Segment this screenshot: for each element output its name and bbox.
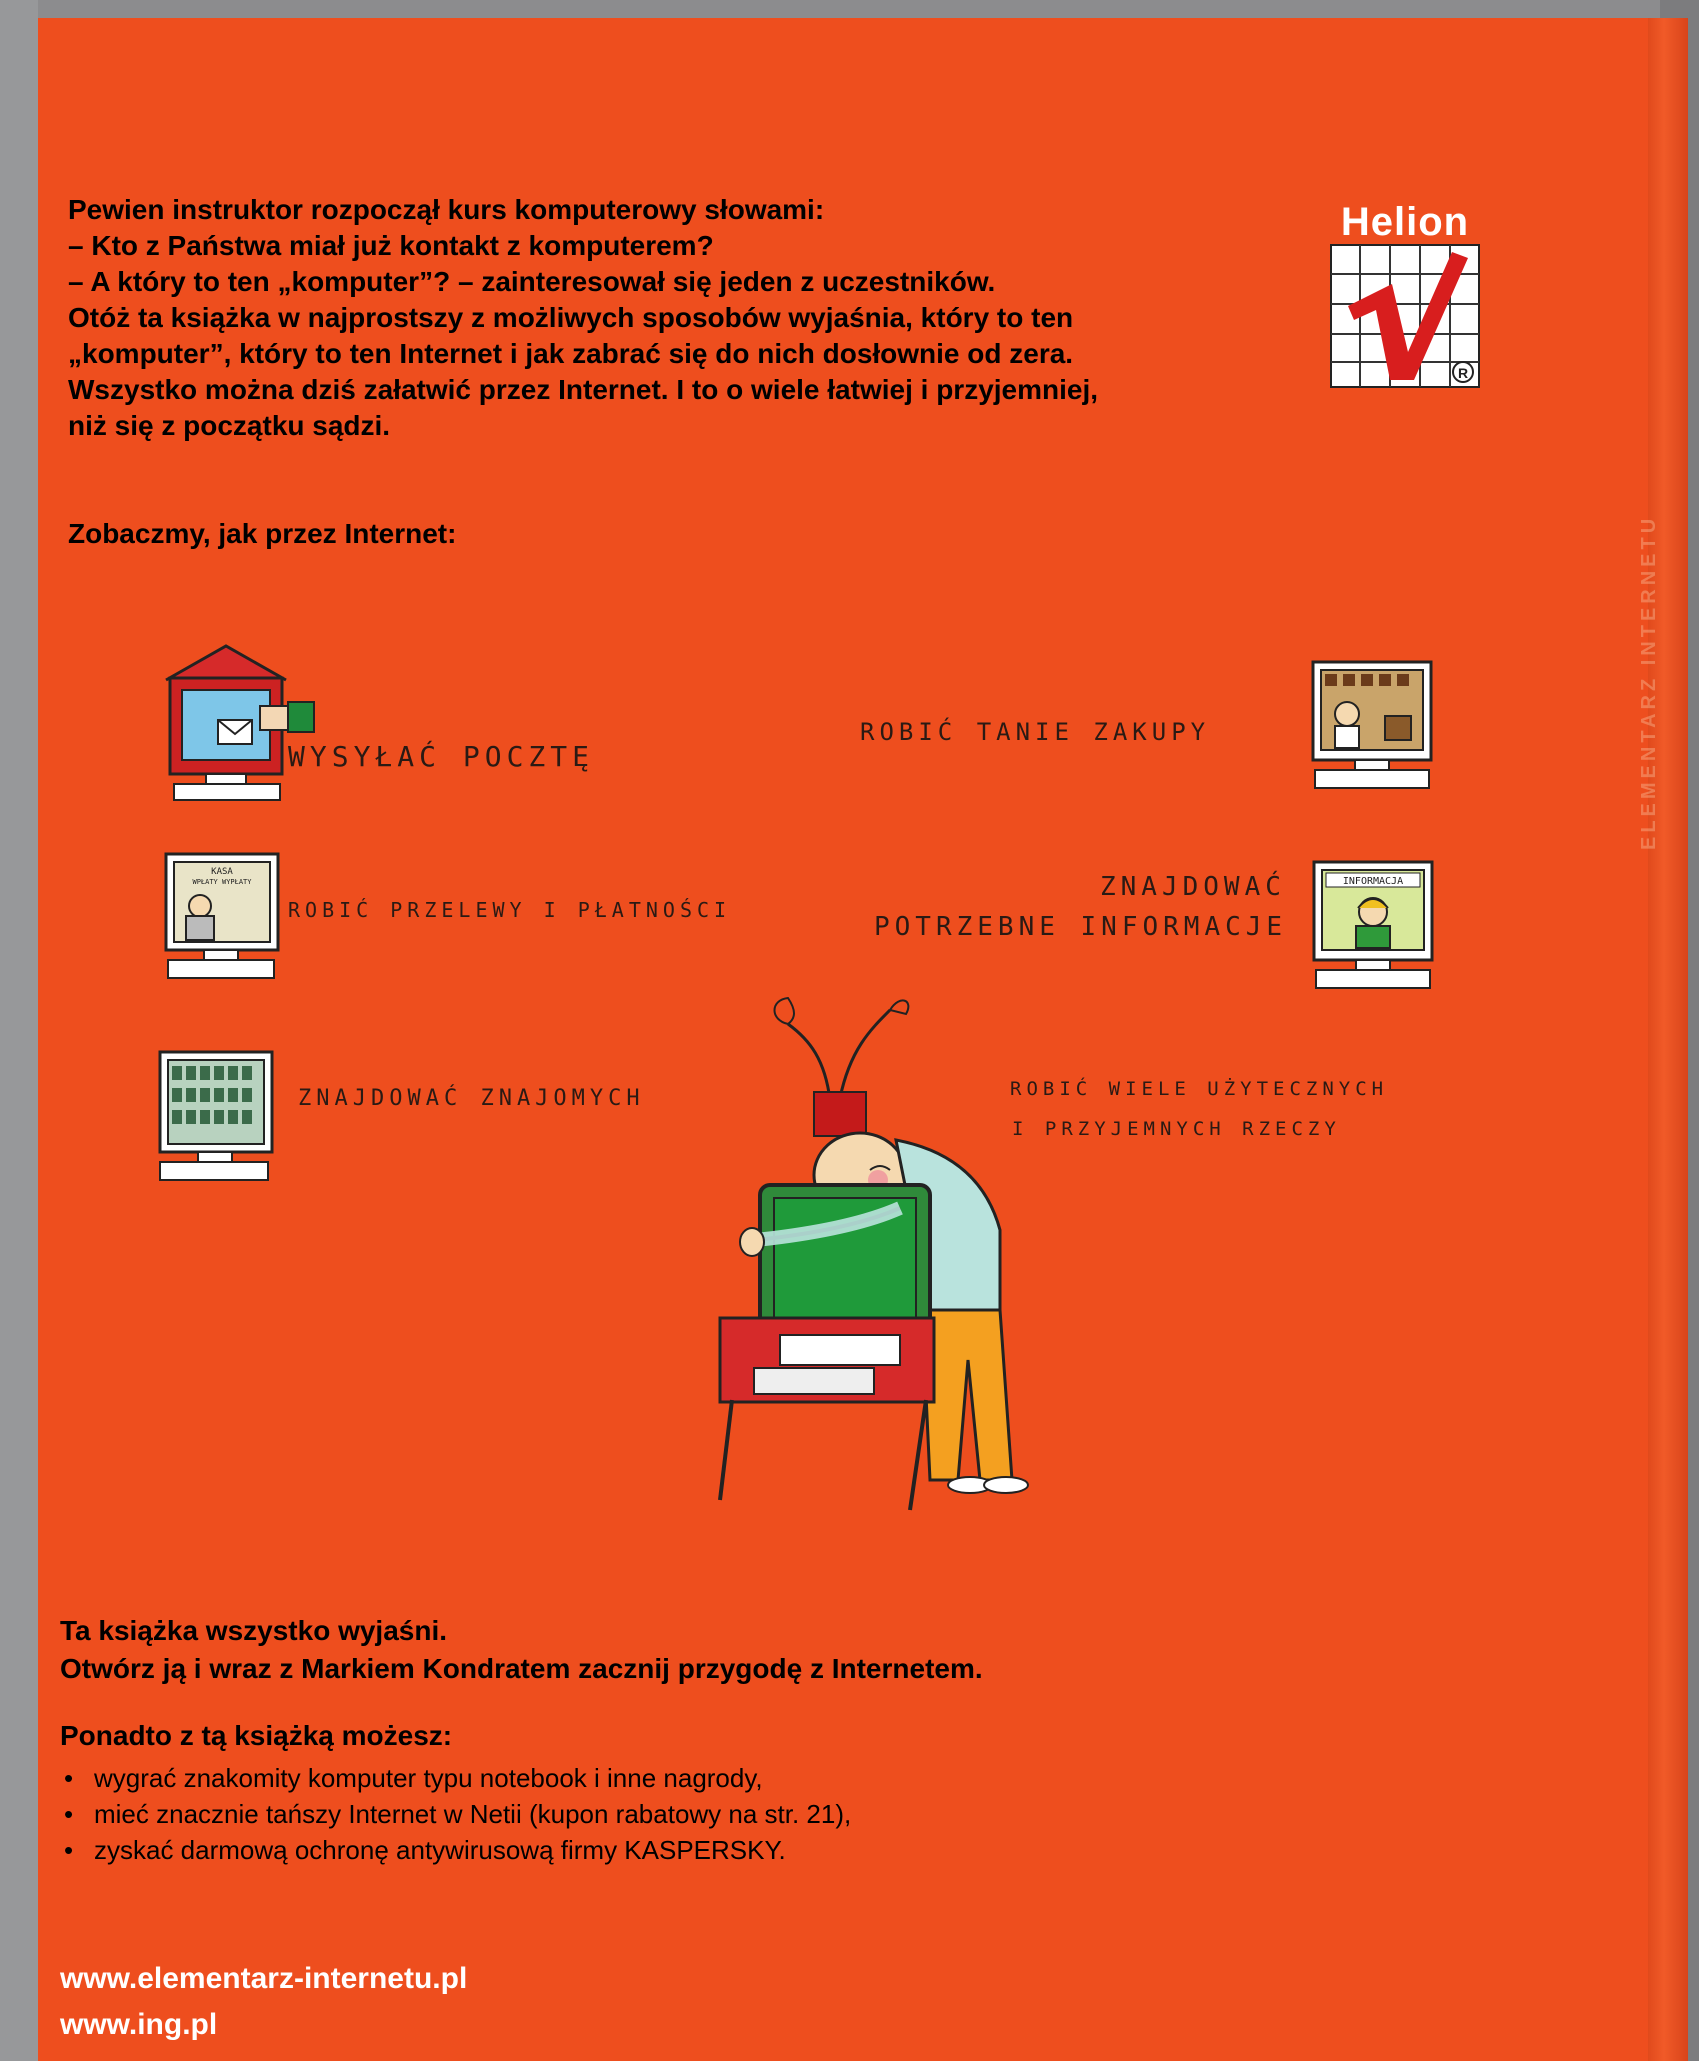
info-computer-illustration: [1306, 856, 1446, 1016]
label-transfers: ROBIĆ PRZELEWY I PŁATNOŚCI: [288, 898, 732, 922]
friends-computer-illustration: [152, 1048, 282, 1208]
bank-screen-subtitle: WPŁATY WYPŁATY: [192, 878, 252, 886]
helion-logo-grid-icon: [1330, 244, 1480, 388]
bonus-list: [60, 1760, 851, 1868]
intro-line: niż się z początku sądzi.: [68, 410, 391, 441]
info-screen-label: INFORMACJA: [1342, 876, 1404, 887]
intro-line: – A który to ten „komputer”? – zainteresował się jeden z uczestników.: [68, 266, 996, 297]
helion-logo: [1330, 200, 1480, 390]
closing-line: Ta książka wszystko wyjaśni.: [60, 1615, 448, 1646]
label-send-mail: WYSYŁAĆ POCZTĘ: [288, 740, 595, 773]
scan-left-edge: [0, 0, 38, 2061]
label-many-things-line2: I PRZYJEMNYCH RZECZY: [1012, 1118, 1341, 1140]
lead-text: Zobaczmy, jak przez Internet:: [68, 518, 457, 549]
bonus-item: • zyskać darmową ochronę antywirusową firmy KASPERSKY.: [60, 1832, 851, 1868]
label-cheap-shopping: ROBIĆ TANIE ZAKUPY: [860, 718, 1211, 746]
bank-screen-title: KASA: [211, 867, 233, 877]
registered-mark: R: [1457, 365, 1469, 381]
intro-line: Otóż ta książka w najprostszy z możliwych sposobów wyjaśnia, który to ten: [68, 302, 1074, 333]
bonus-item: • mieć znacznie tańszy Internet w Netii (kupon rabatowy na str. 21),: [60, 1796, 851, 1832]
label-find-info-line2: POTRZEBNE INFORMACJE: [874, 912, 1288, 942]
closing-line: Otwórz ją i wraz z Markiem Kondratem zacznij przygodę z Internetem.: [60, 1653, 983, 1684]
label-find-friends: ZNAJDOWAĆ ZNAJOMYCH: [298, 1086, 645, 1111]
url-ing[interactable]: www.ing.pl: [60, 2008, 218, 2041]
label-find-info-line1: ZNAJDOWAĆ: [1100, 872, 1286, 902]
intro-line: Wszystko można dziś załatwić przez Internet. I to o wiele łatwiej i przyjemniej,: [68, 374, 1099, 405]
helion-wordmark: Helion: [1340, 200, 1470, 244]
intro-line: „komputer”, który to ten Internet i jak zabrać się do nich dosłownie od zera.: [68, 338, 1074, 369]
intro-line: Pewien instruktor rozpoczął kurs komputerowy słowami:: [68, 194, 825, 225]
mail-computer-illustration: [160, 640, 330, 810]
bank-computer-illustration: [158, 850, 288, 1000]
url-elementarz[interactable]: www.elementarz-internetu.pl: [60, 1962, 468, 1995]
bonus-heading: Ponadto z tą książką możesz:: [60, 1720, 453, 1751]
intro-paragraph: [68, 192, 1228, 444]
intro-line: – Kto z Państwa miał już kontakt z komputerem?: [68, 230, 714, 261]
label-many-things-line1: ROBIĆ WIELE UŻYTECZNYCH: [1010, 1078, 1389, 1100]
scan-top-edge: [0, 0, 1699, 18]
spine-title: ELEMENTARZ INTERNETU: [1638, 514, 1660, 850]
closing-paragraph: [60, 1612, 983, 1688]
shop-computer-illustration: [1305, 656, 1445, 816]
man-hugging-computer-illustration: [700, 980, 1080, 1520]
bonus-item: • wygrać znakomity komputer typu notebook i inne nagrody,: [60, 1760, 851, 1796]
